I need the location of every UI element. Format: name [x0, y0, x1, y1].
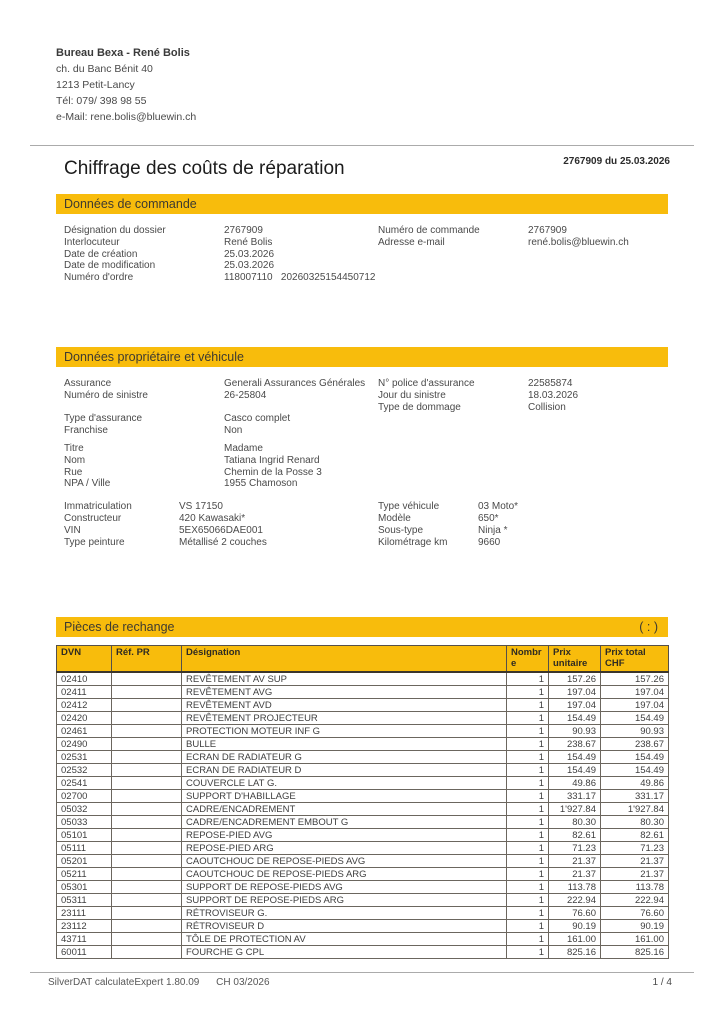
part-ref-pr	[112, 803, 182, 816]
part-row	[57, 868, 669, 881]
part-unit-price: 331.17	[549, 790, 601, 803]
part-total-price: 76.60	[601, 907, 669, 920]
part-row	[57, 777, 669, 790]
part-unit-price: 49.86	[549, 777, 601, 790]
footer-divider	[30, 972, 694, 973]
order-left-column	[64, 225, 378, 284]
part-quantity: 1	[507, 712, 549, 725]
field-value: 9660	[478, 536, 501, 548]
sender-address-line: e-Mail: rene.bolis@bluewin.ch	[56, 111, 197, 123]
part-ref-pr	[112, 738, 182, 751]
owner-identity-rows	[64, 443, 668, 490]
part-row	[57, 920, 669, 933]
part-total-price: 161.00	[601, 933, 669, 946]
field-label: VIN	[64, 524, 81, 536]
section-header-owner-vehicle	[56, 347, 668, 367]
part-row	[57, 712, 669, 725]
part-ref-pr	[112, 686, 182, 699]
part-quantity: 1	[507, 790, 549, 803]
part-dvn: 23111	[57, 907, 112, 920]
section-title-owner-vehicle: Données propriétaire et véhicule	[64, 349, 244, 364]
part-dvn: 02420	[57, 712, 112, 725]
field-value: Chemin de la Posse 3	[224, 466, 322, 478]
field-value: Casco complet	[224, 413, 291, 425]
part-quantity: 1	[507, 894, 549, 907]
part-ref-pr	[112, 920, 182, 933]
part-dvn: 02490	[57, 738, 112, 751]
field-row	[64, 513, 378, 525]
page-number: 1 / 4	[652, 977, 672, 989]
parts-header-row	[57, 646, 669, 673]
part-quantity: 1	[507, 881, 549, 894]
part-row	[57, 725, 669, 738]
parts-table	[56, 645, 669, 959]
part-designation: ECRAN DE RADIATEUR G	[182, 751, 507, 764]
page-footer	[48, 977, 672, 988]
part-quantity: 1	[507, 738, 549, 751]
part-designation: REPOSE-PIED ARG	[182, 842, 507, 855]
part-total-price: 197.04	[601, 686, 669, 699]
part-row	[57, 894, 669, 907]
field-row	[64, 272, 378, 284]
field-row	[64, 443, 668, 455]
vehicle-right-column	[378, 501, 668, 548]
field-label: N° police d'assurance	[378, 377, 475, 389]
part-row	[57, 672, 669, 686]
part-dvn: 02461	[57, 725, 112, 738]
field-value: 2767909	[528, 225, 567, 236]
part-total-price: 1'927.84	[601, 803, 669, 816]
part-designation: CADRE/ENCADREMENT	[182, 803, 507, 816]
policy-rows	[64, 413, 668, 437]
part-row	[57, 842, 669, 855]
field-row	[64, 525, 378, 537]
part-unit-price: 76.60	[549, 907, 601, 920]
part-ref-pr	[112, 725, 182, 738]
part-dvn: 02541	[57, 777, 112, 790]
field-value: 650*	[478, 512, 499, 524]
part-unit-price: 154.49	[549, 751, 601, 764]
field-row	[64, 478, 668, 490]
field-label: Date de création	[64, 248, 138, 260]
top-divider	[30, 145, 694, 146]
part-total-price: 82.61	[601, 829, 669, 842]
part-quantity: 1	[507, 868, 549, 881]
field-value: Generali Assurances Générales	[224, 377, 366, 389]
field-label: Type de dommage	[378, 401, 461, 413]
part-dvn: 60011	[57, 946, 112, 959]
part-row	[57, 855, 669, 868]
section-header-order	[56, 194, 668, 214]
field-value: 26-25804	[224, 389, 267, 401]
field-row	[378, 390, 668, 402]
vehicle-columns	[64, 501, 668, 548]
part-designation: PROTECTION MOTEUR INF G	[182, 725, 507, 738]
part-ref-pr	[112, 868, 182, 881]
part-dvn: 05033	[57, 816, 112, 829]
col-header-total-price: Prix total CHF	[601, 646, 669, 673]
part-unit-price: 113.78	[549, 881, 601, 894]
part-designation: BULLE	[182, 738, 507, 751]
part-quantity: 1	[507, 855, 549, 868]
part-ref-pr	[112, 764, 182, 777]
part-quantity: 1	[507, 672, 549, 686]
field-value: Collision	[528, 401, 566, 413]
part-row	[57, 751, 669, 764]
field-row	[64, 425, 668, 437]
part-unit-price: 82.61	[549, 829, 601, 842]
field-label: Type peinture	[64, 536, 125, 548]
field-label: Assurance	[64, 377, 112, 389]
field-label: Numéro d'ordre	[64, 272, 134, 284]
part-designation: TÔLE DE PROTECTION AV	[182, 933, 507, 946]
field-value: Madame	[224, 442, 263, 454]
field-label: Immatriculation	[64, 501, 132, 513]
field-row	[64, 225, 378, 237]
field-row	[378, 513, 668, 525]
part-total-price: 222.94	[601, 894, 669, 907]
field-value: 25.03.2026	[224, 248, 275, 260]
field-label: Jour du sinistre	[378, 389, 446, 401]
part-quantity: 1	[507, 907, 549, 920]
part-total-price: 49.86	[601, 777, 669, 790]
part-row	[57, 907, 669, 920]
part-row	[57, 803, 669, 816]
field-row	[378, 402, 668, 414]
part-unit-price: 21.37	[549, 868, 601, 881]
part-ref-pr	[112, 672, 182, 686]
part-designation: CADRE/ENCADREMENT EMBOUT G	[182, 816, 507, 829]
sender-address-line: Tél: 079/ 398 98 55	[56, 95, 147, 107]
part-total-price: 331.17	[601, 790, 669, 803]
field-label: Kilométrage km	[378, 536, 448, 548]
part-ref-pr	[112, 894, 182, 907]
part-row	[57, 686, 669, 699]
part-ref-pr	[112, 790, 182, 803]
part-dvn: 05211	[57, 868, 112, 881]
part-designation: REVÊTEMENT AVD	[182, 699, 507, 712]
part-total-price: 113.78	[601, 881, 669, 894]
part-unit-price: 71.23	[549, 842, 601, 855]
insurance-left-column	[64, 378, 378, 402]
part-ref-pr	[112, 842, 182, 855]
part-total-price: 80.30	[601, 816, 669, 829]
part-ref-pr	[112, 829, 182, 842]
part-dvn: 43711	[57, 933, 112, 946]
field-label: Constructeur	[64, 512, 122, 524]
col-header-unit-price: Prix unitaire	[549, 646, 601, 673]
part-quantity: 1	[507, 920, 549, 933]
owner-vehicle-section	[56, 378, 668, 548]
part-row	[57, 699, 669, 712]
part-designation: REPOSE-PIED AVG	[182, 829, 507, 842]
part-total-price: 154.49	[601, 751, 669, 764]
part-ref-pr	[112, 855, 182, 868]
part-quantity: 1	[507, 946, 549, 959]
part-designation: COUVERCLE LAT G.	[182, 777, 507, 790]
col-header-dvn: DVN	[57, 646, 112, 673]
part-dvn: 02532	[57, 764, 112, 777]
part-total-price: 90.19	[601, 920, 669, 933]
field-label: Adresse e-mail	[378, 236, 445, 248]
field-row	[64, 390, 378, 402]
part-row	[57, 738, 669, 751]
part-designation: SUPPORT DE REPOSE-PIEDS AVG	[182, 881, 507, 894]
section-header-parts	[56, 617, 668, 637]
field-value: 03 Moto*	[478, 501, 519, 513]
sender-address-lines	[56, 61, 724, 125]
field-row	[64, 249, 378, 261]
part-designation: FOURCHE G CPL	[182, 946, 507, 959]
field-row	[64, 501, 378, 513]
part-total-price: 825.16	[601, 946, 669, 959]
part-total-price: 71.23	[601, 842, 669, 855]
part-row	[57, 881, 669, 894]
field-row	[64, 260, 378, 272]
field-row	[64, 455, 668, 467]
part-unit-price: 90.19	[549, 920, 601, 933]
sender-name: Bureau Bexa - René Bolis	[56, 47, 190, 59]
part-unit-price: 161.00	[549, 933, 601, 946]
part-quantity: 1	[507, 751, 549, 764]
part-dvn: 02700	[57, 790, 112, 803]
part-ref-pr	[112, 816, 182, 829]
part-quantity: 1	[507, 829, 549, 842]
field-value: Ninja *	[478, 524, 508, 536]
footer-app-info	[48, 977, 284, 988]
order-section	[56, 225, 668, 284]
field-row	[378, 378, 668, 390]
part-row	[57, 829, 669, 842]
field-label: Modèle	[378, 512, 411, 524]
part-quantity: 1	[507, 777, 549, 790]
part-quantity: 1	[507, 725, 549, 738]
field-row	[64, 413, 668, 425]
part-dvn: 05032	[57, 803, 112, 816]
field-row	[64, 467, 668, 479]
part-total-price: 154.49	[601, 764, 669, 777]
parts-table-header	[57, 646, 669, 673]
page-title: Chiffrage des coûts de réparation	[64, 158, 345, 179]
part-designation: RÉTROVISEUR D	[182, 920, 507, 933]
part-row	[57, 816, 669, 829]
part-total-price: 90.93	[601, 725, 669, 738]
part-dvn: 05111	[57, 842, 112, 855]
field-value: 2767909	[224, 225, 263, 236]
sender-address-line: 1213 Petit-Lancy	[56, 79, 135, 91]
part-unit-price: 238.67	[549, 738, 601, 751]
part-designation: CAOUTCHOUC DE REPOSE-PIEDS AVG	[182, 855, 507, 868]
part-designation: SUPPORT D'HABILLAGE	[182, 790, 507, 803]
part-unit-price: 157.26	[549, 672, 601, 686]
part-unit-price: 1'927.84	[549, 803, 601, 816]
part-designation: CAOUTCHOUC DE REPOSE-PIEDS ARG	[182, 868, 507, 881]
part-unit-price: 80.30	[549, 816, 601, 829]
part-ref-pr	[112, 777, 182, 790]
part-quantity: 1	[507, 816, 549, 829]
part-quantity: 1	[507, 699, 549, 712]
part-unit-price: 222.94	[549, 894, 601, 907]
part-ref-pr	[112, 946, 182, 959]
part-quantity: 1	[507, 933, 549, 946]
section-title-parts-right: ( : )	[639, 620, 658, 635]
part-unit-price: 197.04	[549, 686, 601, 699]
document-reference: 2767909 du 25.03.2026	[563, 156, 670, 167]
field-label: NPA / Ville	[64, 478, 111, 490]
field-row	[378, 237, 668, 249]
field-row	[64, 537, 378, 549]
field-label: Type véhicule	[378, 501, 440, 513]
field-value: 25.03.2026	[224, 260, 275, 272]
part-designation: SUPPORT DE REPOSE-PIEDS ARG	[182, 894, 507, 907]
field-label: Rue	[64, 466, 83, 478]
section-title-parts: Pièces de rechange	[64, 620, 175, 635]
order-right-column	[378, 225, 668, 249]
part-dvn: 02531	[57, 751, 112, 764]
field-row	[378, 501, 668, 513]
part-designation: REVÊTEMENT PROJECTEUR	[182, 712, 507, 725]
vehicle-left-column	[64, 501, 378, 548]
insurance-right-column	[378, 378, 668, 413]
field-label: Désignation du dossier	[64, 225, 166, 236]
part-quantity: 1	[507, 803, 549, 816]
part-total-price: 154.49	[601, 712, 669, 725]
col-header-designation: Désignation	[182, 646, 507, 673]
field-value: 118007110 20260325154450712	[224, 272, 376, 284]
field-label: Sous-type	[378, 524, 424, 536]
spacer	[64, 490, 668, 501]
part-unit-price: 154.49	[549, 764, 601, 777]
part-ref-pr	[112, 699, 182, 712]
part-unit-price: 21.37	[549, 855, 601, 868]
sender-address-line: ch. du Banc Bénit 40	[56, 63, 153, 75]
field-value: 420 Kawasaki*	[179, 512, 246, 524]
field-value: Métallisé 2 couches	[179, 536, 267, 548]
field-label: Numéro de commande	[378, 225, 480, 236]
part-unit-price: 154.49	[549, 712, 601, 725]
field-row	[378, 225, 668, 237]
part-designation: REVÊTEMENT AV SUP	[182, 672, 507, 686]
part-ref-pr	[112, 907, 182, 920]
col-header-ref-pr: Réf. PR	[112, 646, 182, 673]
parts-table-body	[57, 672, 669, 959]
field-value: Non	[224, 425, 243, 437]
field-row	[64, 378, 378, 390]
part-designation: REVÊTEMENT AVG	[182, 686, 507, 699]
part-designation: ECRAN DE RADIATEUR D	[182, 764, 507, 777]
part-dvn: 05301	[57, 881, 112, 894]
field-label: Franchise	[64, 425, 108, 437]
field-value: 1955 Chamoson	[224, 478, 298, 490]
part-designation: RÉTROVISEUR G.	[182, 907, 507, 920]
part-total-price: 157.26	[601, 672, 669, 686]
part-dvn: 02412	[57, 699, 112, 712]
part-dvn: 23112	[57, 920, 112, 933]
col-header-quantity: Nombre	[507, 646, 549, 673]
field-label: Type d'assurance	[64, 413, 143, 425]
part-ref-pr	[112, 881, 182, 894]
part-total-price: 197.04	[601, 699, 669, 712]
part-row	[57, 933, 669, 946]
part-dvn: 05311	[57, 894, 112, 907]
part-unit-price: 197.04	[549, 699, 601, 712]
part-unit-price: 90.93	[549, 725, 601, 738]
field-value: VS 17150	[179, 501, 223, 513]
title-row	[56, 150, 670, 180]
part-ref-pr	[112, 933, 182, 946]
field-value: 5EX65066DAE001	[179, 524, 263, 536]
field-value: rené.bolis@bluewin.ch	[528, 236, 629, 248]
part-unit-price: 825.16	[549, 946, 601, 959]
field-label: Date de modification	[64, 260, 156, 272]
field-value: 22585874	[528, 377, 573, 389]
part-ref-pr	[112, 751, 182, 764]
part-dvn: 02411	[57, 686, 112, 699]
part-total-price: 21.37	[601, 855, 669, 868]
field-row	[64, 237, 378, 249]
part-row	[57, 946, 669, 959]
part-dvn: 02410	[57, 672, 112, 686]
part-row	[57, 764, 669, 777]
part-total-price: 238.67	[601, 738, 669, 751]
order-columns	[64, 225, 668, 284]
footer-region: CH 03/2026	[216, 977, 270, 989]
field-value: 18.03.2026	[528, 389, 579, 401]
field-value: René Bolis	[224, 236, 273, 248]
part-dvn: 05201	[57, 855, 112, 868]
part-quantity: 1	[507, 842, 549, 855]
part-ref-pr	[112, 712, 182, 725]
section-title-order: Données de commande	[64, 197, 197, 211]
part-quantity: 1	[507, 686, 549, 699]
field-row	[378, 525, 668, 537]
sender-block	[0, 0, 724, 125]
insurance-columns	[64, 378, 668, 413]
part-row	[57, 790, 669, 803]
part-quantity: 1	[507, 764, 549, 777]
field-row	[378, 537, 668, 549]
field-label: Titre	[64, 442, 84, 454]
part-total-price: 21.37	[601, 868, 669, 881]
field-label: Interlocuteur	[64, 236, 120, 248]
footer-app-version: SilverDAT calculateExpert 1.80.09	[48, 977, 200, 989]
field-label: Nom	[64, 454, 86, 466]
field-value: Tatiana Ingrid Renard	[224, 454, 320, 466]
part-dvn: 05101	[57, 829, 112, 842]
field-label: Numéro de sinistre	[64, 389, 148, 401]
